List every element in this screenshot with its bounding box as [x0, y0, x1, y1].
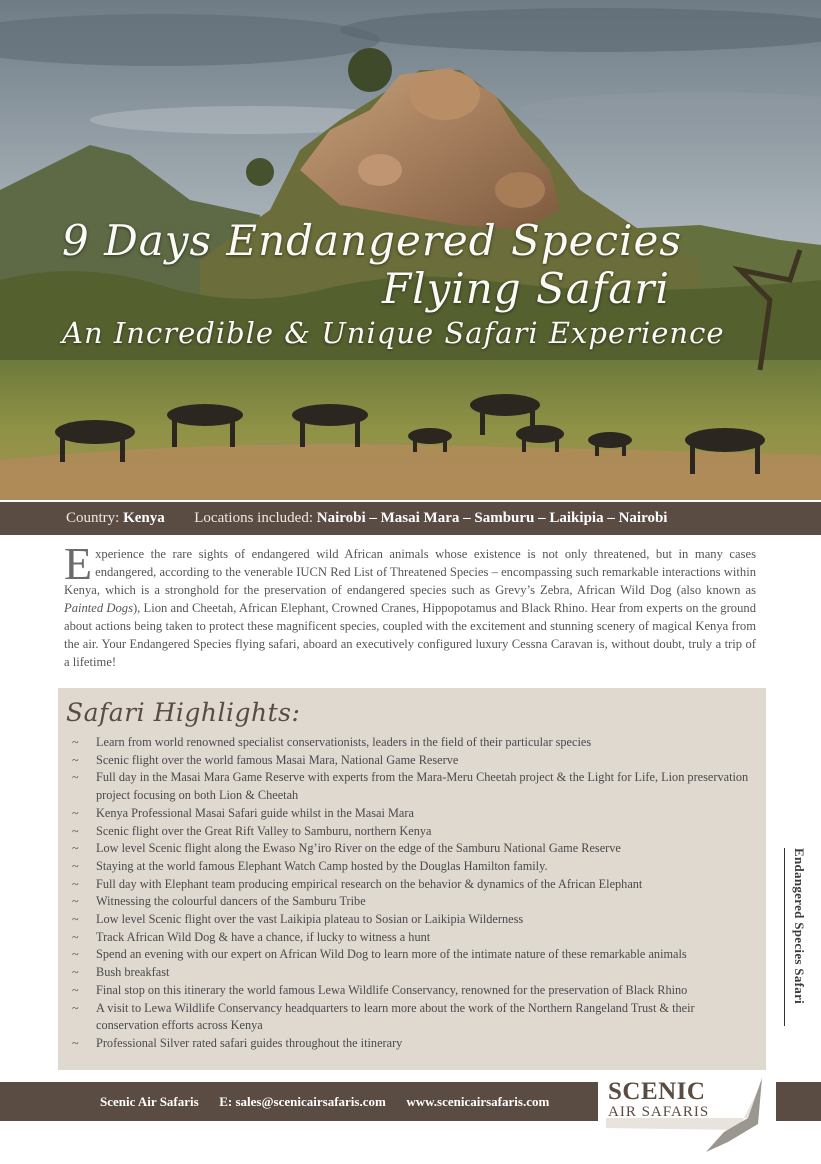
footer-website[interactable]: www.scenicairsafaris.com: [406, 1093, 550, 1109]
tilde-bullet-icon: ~: [72, 1035, 79, 1050]
list-item: ~ Scenic flight over the world famous Masai Mara, National Game Reserve: [72, 752, 758, 770]
locations-value: Nairobi – Masai Mara – Samburu – Laikipia – Nairobi: [316, 510, 668, 526]
tilde-bullet-icon: ~: [72, 947, 79, 962]
hero-title-line1: 9 Days Endangered Species: [62, 216, 682, 265]
list-item: ~ Final stop on this itinerary the world famous Lewa Wildlife Conservancy, renowned for the preservation of Black Rhino: [72, 982, 758, 1000]
tilde-bullet-icon: ~: [72, 770, 79, 785]
list-item: ~ Learn from world renowned specialist conservationists, leaders in the field of their particular species: [72, 734, 758, 752]
tilde-bullet-icon: ~: [72, 805, 79, 820]
tilde-bullet-icon: ~: [72, 929, 79, 944]
list-item: ~ Spend an evening with our expert on African Wild Dog to learn more of the intimate nature of these remarkable animals: [72, 946, 758, 964]
list-item: ~ Professional Silver rated safari guides throughout the itinerary: [72, 1035, 758, 1053]
intro-italic: Painted Dogs: [64, 601, 133, 615]
hero-title-line2: Flying Safari: [382, 264, 670, 313]
intro-paragraph: [64, 538, 756, 671]
list-item: ~ Staying at the world famous Elephant Watch Camp hosted by the Douglas Hamilton family.: [72, 858, 758, 876]
tilde-bullet-icon: ~: [72, 894, 79, 909]
tilde-bullet-icon: ~: [72, 965, 79, 980]
list-item: ~ Low level Scenic flight over the vast Laikipia plateau to Sosian or Laikipia Wilderness: [72, 911, 758, 929]
tilde-bullet-icon: ~: [72, 1000, 79, 1015]
logo-word-scenic: SCENIC: [608, 1078, 706, 1105]
country-value: Kenya: [123, 510, 165, 526]
tilde-bullet-icon: ~: [72, 752, 79, 767]
list-item: ~ Scenic flight over the Great Rift Valley to Samburu, northern Kenya: [72, 823, 758, 841]
scenic-air-safaris-logo: [598, 1072, 776, 1152]
list-item: ~ Full day with Elephant team producing empirical research on the behavior & dynamics of the African Elephant: [72, 876, 758, 894]
country-label: Country:: [66, 510, 120, 526]
locations-label: Locations included:: [194, 510, 313, 526]
list-item: ~ Full day in the Masai Mara Game Reserve with experts from the Mara-Meru Cheetah project & the Light for Life, Lion preservation project focusing on both Lion & Cheetah: [72, 770, 749, 803]
hero-image: [0, 0, 821, 500]
location-bar: [0, 502, 821, 535]
hero-title: [62, 218, 802, 352]
tilde-bullet-icon: ~: [72, 876, 79, 891]
side-label: [784, 848, 809, 1026]
tilde-bullet-icon: ~: [72, 841, 79, 856]
list-item: ~ Kenya Professional Masai Safari guide whilst in the Masai Mara: [72, 805, 758, 823]
hero-subtitle: An Incredible & Unique Safari Experience: [62, 316, 725, 350]
list-item: ~ Bush breakfast: [72, 964, 758, 982]
footer-email[interactable]: E: sales@scenicairsafaris.com: [219, 1093, 386, 1109]
list-item: ~ Track African Wild Dog & have a chance, if lucky to witness a hunt: [72, 929, 758, 947]
tilde-bullet-icon: ~: [72, 858, 79, 873]
side-label-text: Endangered Species Safari: [792, 848, 807, 1005]
drop-cap: E: [64, 538, 93, 589]
logo-word-air-safaris: AIR SAFARIS: [608, 1104, 710, 1120]
footer-bar: [0, 1082, 598, 1121]
safari-highlights-panel: [58, 688, 766, 1070]
intro-text-1: xperience the rare sights of endangered wild African animals whose existence is not only threatened, but in many cases endangered, according to the venerable IUCN Red List of Threatened Species – encompassing such remarkable interactions within Kenya, which is a stronghold for the preservation of endangered species such as Grevy’s Zebra, African Wild Dog (also known as: [64, 547, 756, 597]
list-item: ~ A visit to Lewa Wildlife Conservancy headquarters to learn more about the work of the Northern Rangeland Trust & their conservation efforts across Kenya: [72, 1000, 695, 1033]
highlights-list: [72, 734, 758, 1053]
tilde-bullet-icon: ~: [72, 982, 79, 997]
footer-bar-right: [776, 1082, 821, 1121]
highlights-title: Safari Highlights:: [66, 698, 301, 727]
tilde-bullet-icon: ~: [72, 912, 79, 927]
list-item: ~ Low level Scenic flight along the Ewaso Ng’iro River on the edge of the Samburu National Game Reserve: [72, 840, 758, 858]
footer-company: Scenic Air Safaris: [100, 1093, 199, 1109]
tilde-bullet-icon: ~: [72, 735, 79, 749]
list-item: ~ Witnessing the colourful dancers of the Samburu Tribe: [72, 893, 758, 911]
intro-text-2: ), Lion and Cheetah, African Elephant, Crowned Cranes, Hippopotamus and Black Rhino. Hear from experts on the ground about actions being taken to protect these magnificent species, coupled with the excitement and stunning scenery of magical Kenya from the air. Your Endangered Species flying safari, aboard an executively configured luxury Cessna Caravan is, without doubt, truly a trip of a lifetime!: [64, 601, 756, 669]
tilde-bullet-icon: ~: [72, 823, 79, 838]
